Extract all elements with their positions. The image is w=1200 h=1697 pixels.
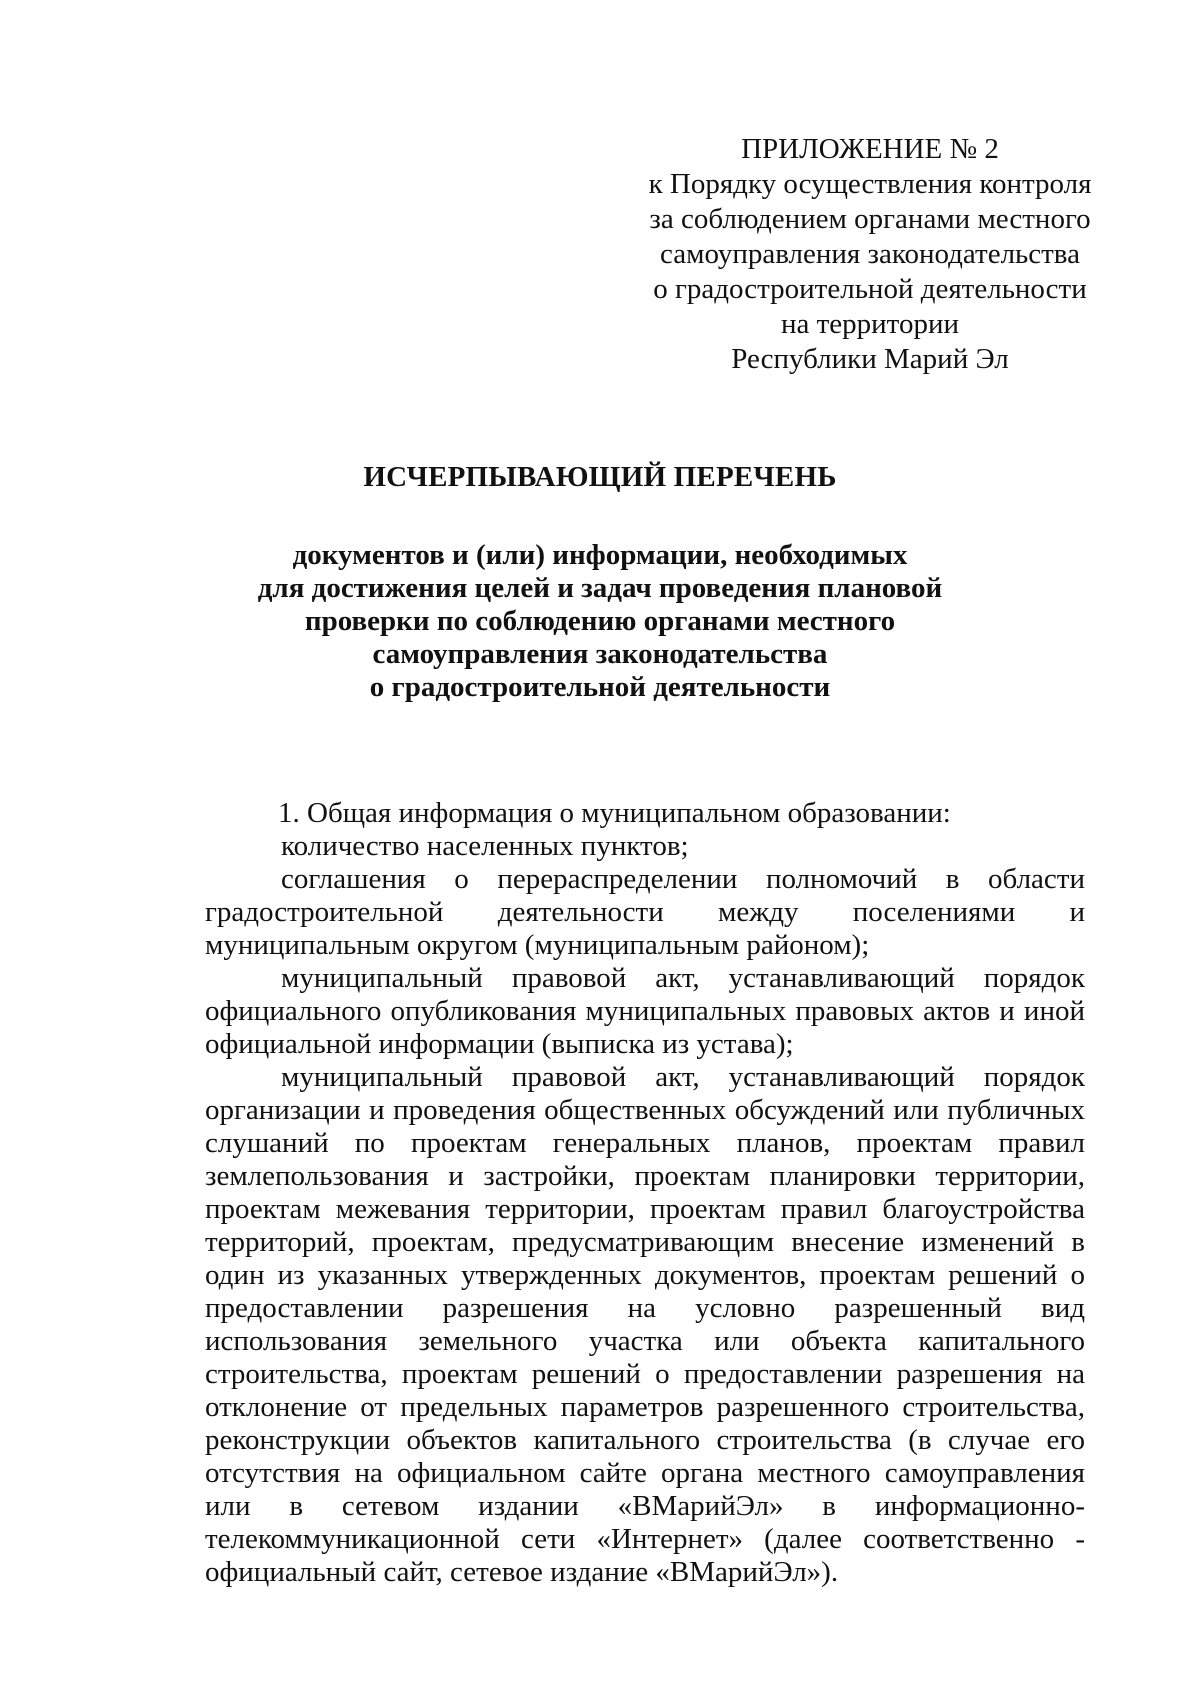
document-body: [205, 797, 1085, 1589]
subtitle-line: о градостроительной деятельности: [369, 671, 831, 703]
document-subtitle: [0, 539, 1200, 704]
subtitle-line: проверки по соблюдению органами местного: [304, 605, 896, 637]
appendix-number: ПРИЛОЖЕНИЕ № 2: [741, 133, 999, 165]
appendix-block: [620, 132, 1120, 377]
body-paragraph: соглашения о перераспределении полномочий в области градостроительной деятельности между поселениями и муниципальным округом (муниципальным районом);: [205, 863, 1085, 961]
body-paragraph: количество населенных пунктов;: [281, 830, 689, 862]
document-title: ИСЧЕРПЫВАЮЩИЙ ПЕРЕЧЕНЬ: [363, 461, 837, 493]
subtitle-line: для достижения целей и задач проведения плановой: [257, 572, 943, 604]
body-paragraph: муниципальный правовой акт, устанавливающий порядок официального опубликования муниципальных правовых актов и иной официальной информации (выписка из устава);: [205, 962, 1085, 1060]
subtitle-line: документов и (или) информации, необходимых: [292, 539, 908, 571]
appendix-line: на территории: [780, 308, 960, 340]
appendix-line: за соблюдением органами местного: [649, 203, 1091, 235]
appendix-line: самоуправления законодательства: [660, 238, 1080, 270]
body-paragraph: муниципальный правовой акт, устанавливающий порядок организации и проведения общественных обсуждений или публичных слушаний по проектам генеральных планов, проектам правил землепользования и застройки, проектам планировки территории, проектам межевания территории, проектам правил благоустройства территорий, проектам, предусматривающим внесение изменений в один из указанных утвержденных документов, проектам решений о предоставлении разрешения на условно разрешенный вид использования земельного участка или объекта капитального строительства, проектам решений о предоставлении разрешения на отклонение от предельных параметров разрешенного строительства, реконструкции объектов капитального строительства (в случае его отсутствия на официальном сайте органа местного самоуправления или в сетевом издании «ВМарийЭл» в информационно-телекоммуникационной сети «Интернет» (далее соответственно - официальный сайт, сетевое издание «ВМарийЭл»).: [205, 1061, 1085, 1588]
appendix-line: к Порядку осуществления контроля: [648, 168, 1092, 200]
subtitle-line: самоуправления законодательства: [372, 638, 828, 670]
section-heading-paragraph: 1. Общая информация о муниципальном образовании:: [278, 797, 951, 829]
appendix-line: Республики Марий Эл: [731, 343, 1009, 375]
appendix-line: о градостроительной деятельности: [653, 273, 1087, 305]
